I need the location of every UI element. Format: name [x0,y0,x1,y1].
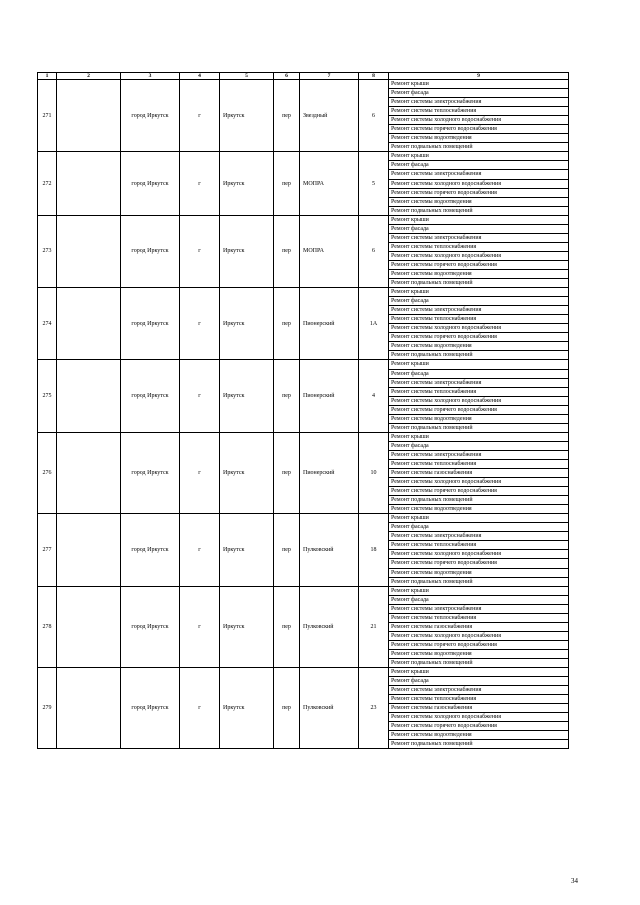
work-type-cell: Ремонт системы водоотведения [389,269,569,278]
column-2-cell [57,360,121,432]
work-type-cell: Ремонт подвальных помещений [389,279,569,288]
table-row [38,668,569,677]
house-number-cell: 1А [359,288,389,360]
municipality-cell: город Иркутск [121,288,180,360]
work-type-cell: Ремонт системы холодного водоснабжения [389,478,569,487]
work-type-cell: Ремонт подвальных помещений [389,496,569,505]
table-body [38,80,569,749]
street-cell: Пулковский [300,514,359,586]
settlement-type-cell: г [180,514,220,586]
header-col-4: 4 [180,73,220,80]
table-row [38,288,569,297]
street-type-cell: пер [274,80,300,152]
work-type-cell: Ремонт системы горячего водоснабжения [389,125,569,134]
work-type-cell: Ремонт фасада [389,161,569,170]
header-row [38,73,569,80]
house-number-cell: 21 [359,586,389,667]
work-type-cell: Ремонт системы холодного водоснабжения [389,324,569,333]
work-type-cell: Ремонт системы горячего водоснабжения [389,559,569,568]
work-type-cell: Ремонт подвальных помещений [389,206,569,215]
column-2-cell [57,586,121,667]
header-col-2: 2 [57,73,121,80]
work-type-cell: Ремонт подвальных помещений [389,423,569,432]
header-col-8: 8 [359,73,389,80]
work-type-cell: Ремонт системы водоотведения [389,731,569,740]
work-type-cell: Ремонт системы теплоснабжения [389,613,569,622]
row-number: 276 [38,432,57,513]
table-row [38,514,569,523]
header-col-7: 7 [300,73,359,80]
settlement-type-cell: г [180,360,220,432]
table-row [38,360,569,369]
house-number-cell: 23 [359,668,389,749]
header-col-3: 3 [121,73,180,80]
work-type-cell: Ремонт системы теплоснабжения [389,459,569,468]
municipality-cell: город Иркутск [121,514,180,586]
street-cell: Пулковский [300,668,359,749]
work-type-cell: Ремонт крыши [389,215,569,224]
work-type-cell: Ремонт фасада [389,89,569,98]
city-cell: Иркутск [220,514,274,586]
work-type-cell: Ремонт крыши [389,152,569,161]
row-number: 279 [38,668,57,749]
street-cell: Пионерский [300,360,359,432]
work-type-cell: Ремонт системы горячего водоснабжения [389,260,569,269]
city-cell: Иркутск [220,152,274,215]
work-type-cell: Ремонт фасада [389,523,569,532]
work-type-cell: Ремонт системы водоотведения [389,505,569,514]
work-type-cell: Ремонт крыши [389,668,569,677]
house-number-cell: 4 [359,360,389,432]
municipality-cell: город Иркутск [121,152,180,215]
work-type-cell: Ремонт подвальных помещений [389,740,569,749]
work-type-cell: Ремонт системы газоснабжения [389,469,569,478]
municipality-cell: город Иркутск [121,80,180,152]
work-type-cell: Ремонт крыши [389,360,569,369]
work-type-cell: Ремонт крыши [389,432,569,441]
column-2-cell [57,80,121,152]
work-type-cell: Ремонт системы газоснабжения [389,622,569,631]
column-2-cell [57,215,121,287]
row-number: 272 [38,152,57,215]
work-type-cell: Ремонт системы горячего водоснабжения [389,405,569,414]
work-type-cell: Ремонт системы электроснабжения [389,604,569,613]
work-type-cell: Ремонт системы электроснабжения [389,170,569,179]
street-cell: Пулковский [300,586,359,667]
column-2-cell [57,668,121,749]
work-type-cell: Ремонт системы горячего водоснабжения [389,640,569,649]
street-type-cell: пер [274,360,300,432]
city-cell: Иркутск [220,288,274,360]
city-cell: Иркутск [220,668,274,749]
work-type-cell: Ремонт подвальных помещений [389,351,569,360]
work-type-cell: Ремонт системы горячего водоснабжения [389,722,569,731]
house-number-cell: 6 [359,80,389,152]
house-number-cell: 10 [359,432,389,513]
city-cell: Иркутск [220,80,274,152]
street-type-cell: пер [274,586,300,667]
settlement-type-cell: г [180,152,220,215]
work-type-cell: Ремонт крыши [389,80,569,89]
municipality-cell: город Иркутск [121,432,180,513]
repair-program-table [37,72,569,749]
city-cell: Иркутск [220,432,274,513]
house-number-cell: 5 [359,152,389,215]
header-col-1: 1 [38,73,57,80]
work-type-cell: Ремонт системы электроснабжения [389,686,569,695]
municipality-cell: город Иркутск [121,668,180,749]
work-type-cell: Ремонт системы водоотведения [389,134,569,143]
work-type-cell: Ремонт крыши [389,586,569,595]
work-type-cell: Ремонт системы холодного водоснабжения [389,116,569,125]
work-type-cell: Ремонт системы теплоснабжения [389,107,569,116]
work-type-cell: Ремонт системы электроснабжения [389,532,569,541]
table-row [38,80,569,89]
work-type-cell: Ремонт системы теплоснабжения [389,541,569,550]
settlement-type-cell: г [180,586,220,667]
street-cell: Звездный [300,80,359,152]
street-cell: Пионерский [300,288,359,360]
row-number: 277 [38,514,57,586]
municipality-cell: город Иркутск [121,215,180,287]
work-type-cell: Ремонт системы горячего водоснабжения [389,487,569,496]
table-row [38,152,569,161]
work-type-cell: Ремонт подвальных помещений [389,577,569,586]
work-type-cell: Ремонт фасада [389,677,569,686]
row-number: 275 [38,360,57,432]
work-type-cell: Ремонт системы электроснабжения [389,233,569,242]
header-col-6: 6 [274,73,300,80]
work-type-cell: Ремонт крыши [389,288,569,297]
header-col-5: 5 [220,73,274,80]
work-type-cell: Ремонт системы горячего водоснабжения [389,188,569,197]
work-type-cell: Ремонт системы водоотведения [389,649,569,658]
street-cell: МОПРА [300,215,359,287]
street-type-cell: пер [274,514,300,586]
work-type-cell: Ремонт системы электроснабжения [389,98,569,107]
column-2-cell [57,432,121,513]
street-type-cell: пер [274,432,300,513]
work-type-cell: Ремонт фасада [389,369,569,378]
page-number: 34 [571,877,578,885]
column-2-cell [57,288,121,360]
settlement-type-cell: г [180,215,220,287]
work-type-cell: Ремонт системы водоотведения [389,342,569,351]
work-type-cell: Ремонт системы электроснабжения [389,378,569,387]
column-2-cell [57,152,121,215]
city-cell: Иркутск [220,215,274,287]
street-type-cell: пер [274,152,300,215]
work-type-cell: Ремонт фасада [389,297,569,306]
work-type-cell: Ремонт подвальных помещений [389,659,569,668]
column-2-cell [57,514,121,586]
row-number: 274 [38,288,57,360]
municipality-cell: город Иркутск [121,586,180,667]
house-number-cell: 6 [359,215,389,287]
work-type-cell: Ремонт фасада [389,595,569,604]
street-cell: МОПРА [300,152,359,215]
work-type-cell: Ремонт системы теплоснабжения [389,387,569,396]
work-type-cell: Ремонт системы электроснабжения [389,306,569,315]
street-type-cell: пер [274,668,300,749]
settlement-type-cell: г [180,80,220,152]
work-type-cell: Ремонт системы холодного водоснабжения [389,713,569,722]
work-type-cell: Ремонт системы теплоснабжения [389,242,569,251]
work-type-cell: Ремонт системы газоснабжения [389,704,569,713]
work-type-cell: Ремонт фасада [389,224,569,233]
work-type-cell: Ремонт системы горячего водоснабжения [389,333,569,342]
work-type-cell: Ремонт крыши [389,514,569,523]
header-col-9: 9 [389,73,569,80]
city-cell: Иркутск [220,586,274,667]
row-number: 273 [38,215,57,287]
street-type-cell: пер [274,288,300,360]
work-type-cell: Ремонт системы электроснабжения [389,450,569,459]
work-type-cell: Ремонт системы холодного водоснабжения [389,396,569,405]
municipality-cell: город Иркутск [121,360,180,432]
settlement-type-cell: г [180,668,220,749]
city-cell: Иркутск [220,360,274,432]
house-number-cell: 18 [359,514,389,586]
settlement-type-cell: г [180,432,220,513]
work-type-cell: Ремонт системы водоотведения [389,568,569,577]
street-cell: Пионерский [300,432,359,513]
table-row [38,586,569,595]
work-type-cell: Ремонт системы холодного водоснабжения [389,251,569,260]
work-type-cell: Ремонт системы теплоснабжения [389,315,569,324]
work-type-cell: Ремонт системы холодного водоснабжения [389,179,569,188]
street-type-cell: пер [274,215,300,287]
work-type-cell: Ремонт системы холодного водоснабжения [389,550,569,559]
work-type-cell: Ремонт фасада [389,441,569,450]
table-row [38,432,569,441]
work-type-cell: Ремонт системы водоотведения [389,197,569,206]
work-type-cell: Ремонт системы водоотведения [389,414,569,423]
table-row [38,215,569,224]
row-number: 278 [38,586,57,667]
work-type-cell: Ремонт подвальных помещений [389,143,569,152]
settlement-type-cell: г [180,288,220,360]
work-type-cell: Ремонт системы холодного водоснабжения [389,631,569,640]
row-number: 271 [38,80,57,152]
work-type-cell: Ремонт системы теплоснабжения [389,695,569,704]
